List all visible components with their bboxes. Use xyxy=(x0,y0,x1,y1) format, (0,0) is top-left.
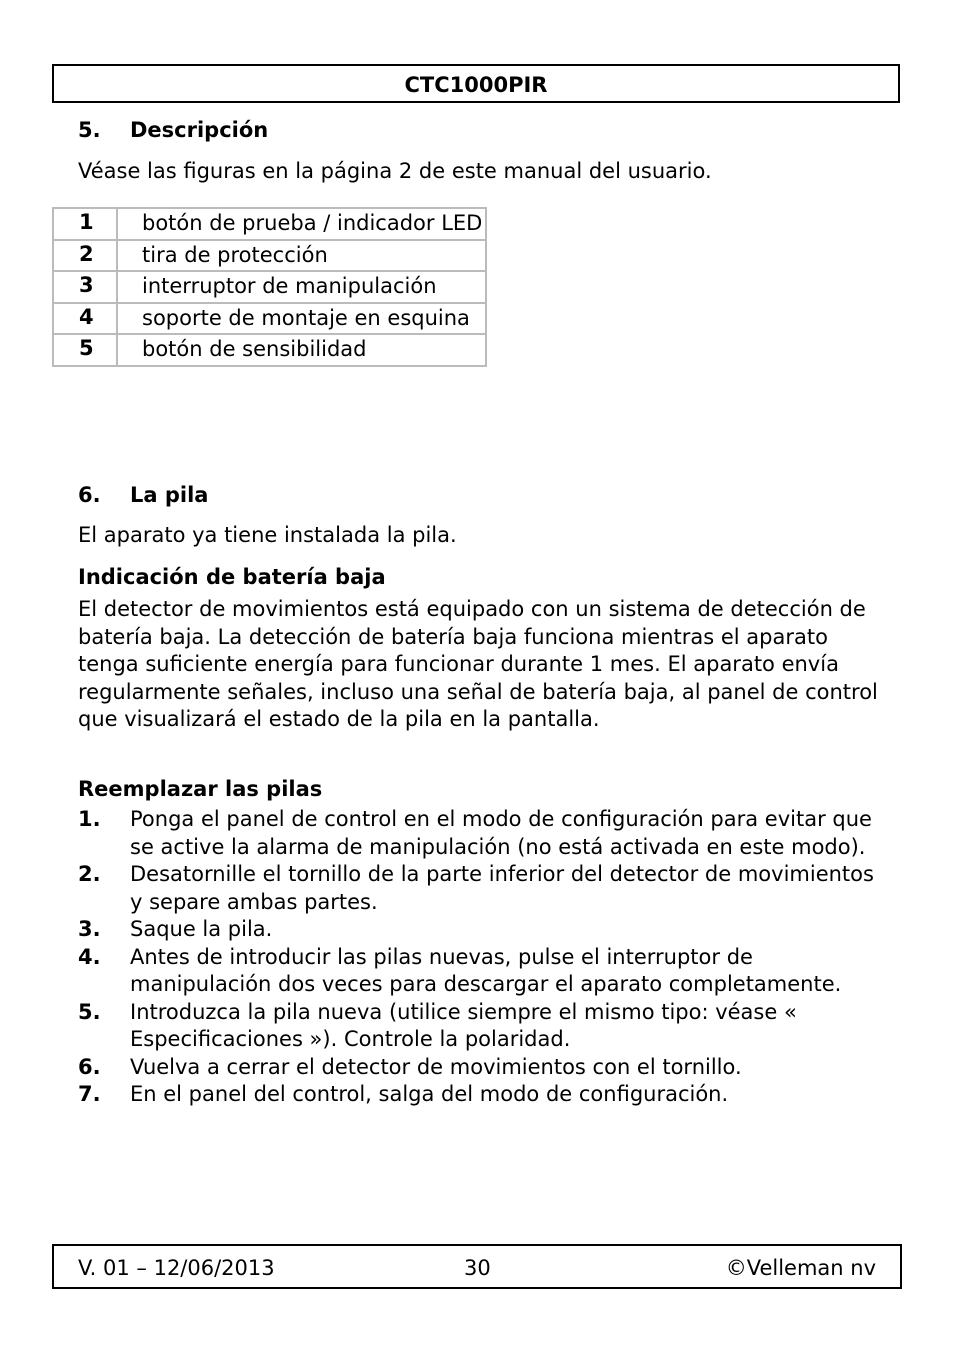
part-number: 3 xyxy=(53,271,117,303)
parts-table xyxy=(52,207,487,367)
step-text: Desatornille el tornillo de la parte inferior del detector de movimientos y separe ambas partes. xyxy=(130,862,874,914)
list-item xyxy=(78,944,878,999)
low-battery-heading: Indicación de batería baja xyxy=(78,565,386,589)
part-label: soporte de montaje en esquina xyxy=(117,303,486,335)
page-number: 30 xyxy=(464,1256,491,1280)
replace-battery-heading: Reemplazar las pilas xyxy=(78,777,323,801)
list-item xyxy=(78,999,878,1054)
replace-steps-list xyxy=(78,806,878,1109)
step-text: Vuelva a cerrar el detector de movimientos con el tornillo. xyxy=(130,1054,742,1079)
section-6-heading xyxy=(78,481,208,509)
step-text: Ponga el panel de control en el modo de configuración para evitar que se active la alarma de manipulación (no está activada en este modo). xyxy=(130,807,872,859)
part-label: botón de prueba / indicador LED xyxy=(117,208,486,240)
version-date: V. 01 – 12/06/2013 xyxy=(78,1256,275,1280)
step-text: En el panel del control, salga del modo de configuración. xyxy=(130,1082,729,1106)
list-item xyxy=(78,861,878,916)
section-5-number: 5. xyxy=(78,118,101,142)
part-number: 1 xyxy=(53,208,117,240)
list-item xyxy=(78,806,878,861)
step-number: 1. xyxy=(78,807,101,831)
table-row xyxy=(53,303,486,335)
section-5-heading xyxy=(78,116,268,144)
list-item xyxy=(78,916,878,944)
step-number: 6. xyxy=(78,1054,101,1079)
list-item xyxy=(78,1054,878,1082)
table-row xyxy=(53,208,486,240)
part-label: tira de protección xyxy=(117,240,486,272)
section-6-title: La pila xyxy=(130,483,209,507)
table-row xyxy=(53,334,486,366)
step-number: 5. xyxy=(78,999,101,1024)
part-label: botón de sensibilidad xyxy=(117,334,486,366)
table-row xyxy=(53,240,486,272)
section-6-intro: El aparato ya tiene instalada la pila. xyxy=(78,523,457,547)
table-row xyxy=(53,271,486,303)
step-text: Antes de introducir las pilas nuevas, pulse el interruptor de manipulación dos veces para descargar el aparato completamente. xyxy=(130,944,842,996)
step-text: Saque la pila. xyxy=(130,917,273,941)
step-number: 2. xyxy=(78,862,101,886)
page-header xyxy=(52,64,900,103)
section-5-title: Descripción xyxy=(130,118,269,142)
step-number: 3. xyxy=(78,917,101,941)
section-6-number: 6. xyxy=(78,483,101,507)
copyright-notice: ©Velleman nv xyxy=(725,1256,876,1280)
part-label: interruptor de manipulación xyxy=(117,271,486,303)
step-text: Introduzca la pila nueva (utilice siempre el mismo tipo: véase « Especificaciones »). Controle la polaridad. xyxy=(130,999,797,1051)
step-number: 7. xyxy=(78,1082,101,1106)
model-title: CTC1000PIR xyxy=(404,73,548,97)
step-number: 4. xyxy=(78,944,101,969)
low-battery-paragraph: El detector de movimientos está equipado con un sistema de detección de batería baja. La detección de batería baja funciona mientras el aparato tenga suficiente energía para funcionar durante 1 mes. El aparato envía regularmente señales, incluso una señal de batería baja, al panel de control que visualizará el estado de la pila en la pantalla. xyxy=(78,597,878,731)
part-number: 5 xyxy=(53,334,117,366)
page-footer xyxy=(52,1244,902,1289)
list-item xyxy=(78,1081,878,1109)
section-5-intro: Véase las figuras en la página 2 de este manual del usuario. xyxy=(78,159,712,183)
part-number: 4 xyxy=(53,303,117,335)
part-number: 2 xyxy=(53,240,117,272)
